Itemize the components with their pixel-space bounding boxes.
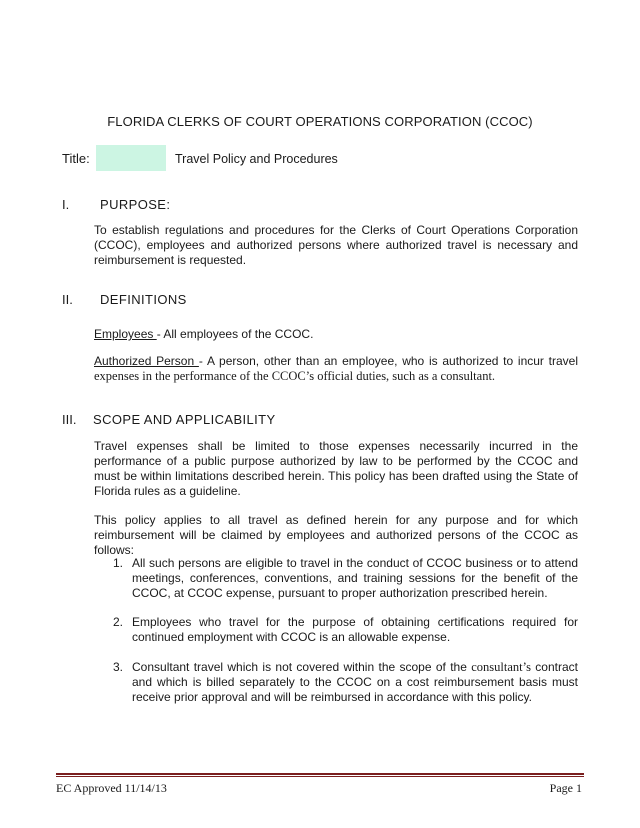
section-title-scope: SCOPE AND APPLICABILITY — [93, 412, 276, 427]
footer-approval-date: EC Approved 11/14/13 — [56, 781, 167, 795]
section-title-definitions: DEFINITIONS — [100, 292, 187, 307]
footer-divider — [56, 773, 584, 775]
organization-heading: FLORIDA CLERKS OF COURT OPERATIONS CORPORATION (CCOC) — [107, 114, 533, 129]
term-authorized-person: Authorized Person — [94, 354, 199, 368]
title-highlight-field — [96, 145, 166, 171]
scope-paragraph-2: This policy applies to all travel as defined herein for any purpose and for which reimbursement will be claimed by employees and authorized persons of the CCOC as follows: — [94, 513, 578, 557]
def-authorized-line2: expenses in the performance of the CCOC’s official duties, such as a consultant. — [94, 369, 496, 383]
list-item-number: 3. — [113, 660, 124, 674]
section-number-definitions: II. — [62, 292, 73, 307]
section-number-scope: III. — [62, 412, 77, 427]
footer-page-number: Page 1 — [549, 781, 582, 795]
term-employees: Employees — [94, 327, 157, 341]
title-value: Travel Policy and Procedures — [175, 152, 338, 166]
list-item-number: 2. — [113, 615, 124, 629]
section-title-purpose: PURPOSE: — [100, 197, 171, 212]
def-employees: - All employees of the CCOC. — [156, 327, 314, 341]
def-authorized-line1: - A person, other than an employee, who is authorized to incur travel — [198, 354, 579, 368]
definition-authorized-line1 — [94, 354, 578, 369]
footer-divider-thin — [56, 776, 584, 777]
list-item-text-part: Consultant travel which is not covered within the scope of the — [132, 660, 472, 674]
title-label: Title: — [62, 151, 90, 166]
list-item-text-part: consultant’s — [471, 660, 531, 674]
section-number-purpose: I. — [62, 197, 70, 212]
list-item-text: All such persons are eligible to travel in the conduct of CCOC business or to attend meetings, conferences, conventions, and training sessions for the benefit of the CCOC, at CCOC expense, pursuant to proper authorization prescribed herein. — [132, 556, 578, 600]
list-item-text — [132, 660, 578, 705]
purpose-paragraph: To establish regulations and procedures for the Clerks of Court Operations Corporation (CCOC), employees and authorized persons where authorized travel is necessary and reimbursement is requested. — [94, 223, 578, 267]
definition-employees — [94, 327, 578, 342]
list-item-text: Employees who travel for the purpose of obtaining certifications required for continued employment with CCOC is an allowable expense. — [132, 615, 578, 644]
scope-paragraph-1: Travel expenses shall be limited to those expenses necessarily incurred in the performance of a public purpose authorized by law to be performed by the CCOC and must be within limitations described herein. This policy has been drafted using the State of Florida rules as a guideline. — [94, 439, 578, 498]
list-item-text-part: contract and which is billed separately to the CCOC on a cost reimbursement basis must receive prior approval and will be reimbursed in accordance with this policy. — [132, 660, 578, 704]
list-item-number: 1. — [113, 556, 124, 570]
